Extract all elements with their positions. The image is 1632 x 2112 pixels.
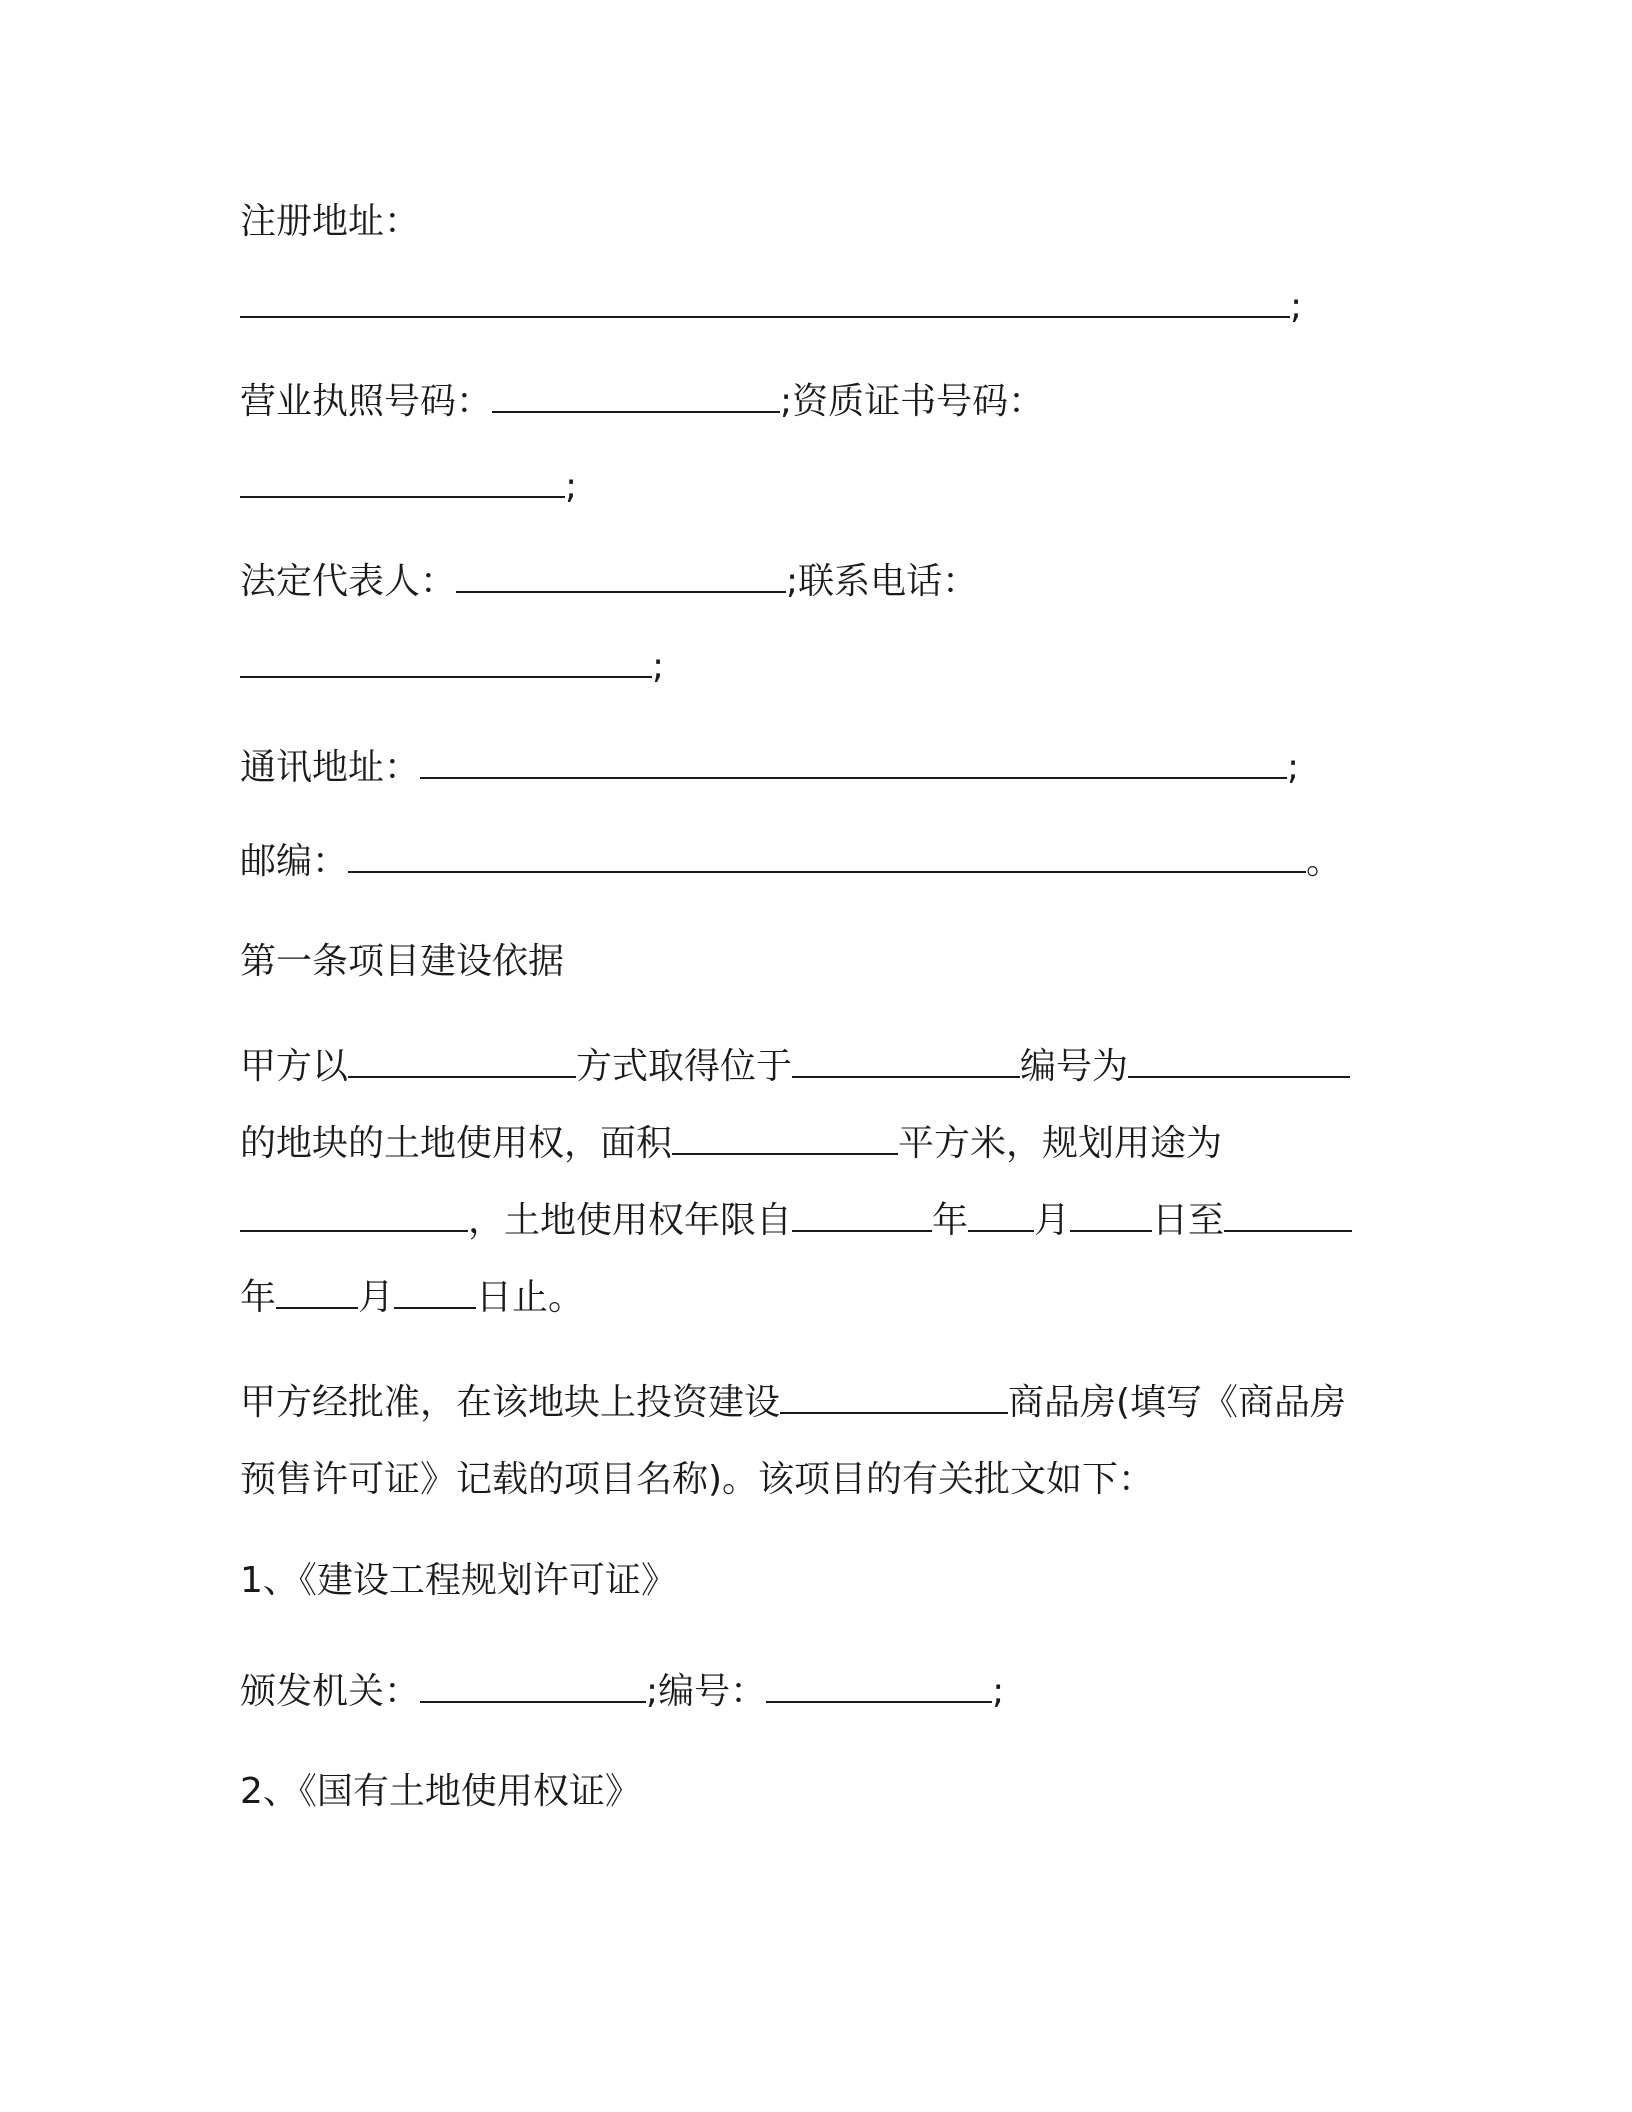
- text-segment: 甲方以: [240, 1046, 349, 1087]
- project-investment-line: [240, 1379, 1346, 1427]
- project-name-blank[interactable]: [780, 1382, 1008, 1414]
- land-use-cert-heading-line: [240, 1768, 641, 1816]
- semicolon: ;: [565, 466, 578, 507]
- text-segment: 月: [358, 1277, 395, 1318]
- mailing-address-label: 通讯地址：: [240, 747, 421, 788]
- planned-use-blank[interactable]: [240, 1200, 468, 1232]
- text-segment: 平方米，规划用途为: [898, 1123, 1223, 1164]
- land-area-blank[interactable]: [672, 1123, 898, 1155]
- start-month-blank[interactable]: [968, 1200, 1034, 1232]
- issuing-authority-blank[interactable]: [420, 1671, 646, 1703]
- registered-address-blank-line: [240, 283, 1302, 331]
- issuing-authority-label: 颁发机关：: [240, 1671, 421, 1712]
- phone-blank[interactable]: [240, 646, 652, 678]
- text-segment: 日至: [1152, 1200, 1225, 1241]
- qualification-cert-label: ;资质证书号码：: [780, 381, 1045, 422]
- acquisition-method-blank[interactable]: [348, 1046, 576, 1078]
- land-term-end-line: [240, 1274, 584, 1322]
- project-approvals-line: [240, 1456, 1154, 1504]
- text-segment: 甲方经批准，在该地块上投资建设: [240, 1382, 781, 1423]
- phone-blank-line: [240, 643, 664, 691]
- text-segment: 日止。: [476, 1277, 585, 1318]
- text-segment: 年: [240, 1277, 277, 1318]
- text-segment: 月: [1034, 1200, 1071, 1241]
- qualification-cert-blank-line: [240, 463, 577, 511]
- text-segment: 商品房(填写《商品房: [1008, 1382, 1347, 1423]
- land-term-line: [240, 1197, 1352, 1245]
- end-month-blank[interactable]: [276, 1277, 358, 1309]
- article-one-heading: 第一条项目建设依据: [240, 941, 565, 982]
- text-segment: 方式取得位于: [576, 1046, 793, 1087]
- mailing-address-blank[interactable]: [420, 747, 1287, 779]
- legal-rep-label: 法定代表人：: [240, 561, 457, 602]
- start-day-blank[interactable]: [1070, 1200, 1152, 1232]
- planning-permit-heading-line: [240, 1557, 677, 1605]
- registered-address-label: 注册地址：: [240, 201, 421, 242]
- text-segment: 预售许可证》记载的项目名称)。该项目的有关批文如下：: [240, 1459, 1155, 1500]
- registered-address-blank[interactable]: [240, 286, 1290, 318]
- end-year-blank[interactable]: [1224, 1200, 1352, 1232]
- license-number-line: [240, 378, 1044, 426]
- permit-number-label: ;编号：: [646, 1671, 767, 1712]
- semicolon: ;: [1290, 286, 1303, 327]
- postcode-blank[interactable]: [348, 841, 1306, 873]
- legal-rep-blank[interactable]: [456, 561, 786, 593]
- land-location-blank[interactable]: [792, 1046, 1020, 1078]
- semicolon: ;: [652, 646, 665, 687]
- period: 。: [1306, 841, 1343, 882]
- registered-address-label-line: [240, 198, 420, 246]
- land-use-cert-heading: 2、《国有土地使用权证》: [240, 1771, 641, 1812]
- text-segment: 编号为: [1020, 1046, 1129, 1087]
- phone-label: ;联系电话：: [786, 561, 979, 602]
- business-license-blank[interactable]: [492, 381, 780, 413]
- land-number-blank[interactable]: [1128, 1046, 1350, 1078]
- planning-permit-heading: 1、《建设工程规划许可证》: [240, 1560, 677, 1601]
- qualification-cert-blank[interactable]: [240, 466, 565, 498]
- text-segment: ，土地使用权年限自: [468, 1200, 793, 1241]
- land-acquisition-line: [240, 1043, 1350, 1091]
- article-one-heading-line: [240, 938, 564, 986]
- issuing-authority-line: [240, 1668, 1004, 1716]
- land-area-line: [240, 1120, 1222, 1168]
- business-license-label: 营业执照号码：: [240, 381, 493, 422]
- mailing-address-line: [240, 744, 1299, 792]
- legal-rep-line: [240, 558, 978, 606]
- end-day-blank[interactable]: [394, 1277, 476, 1309]
- start-year-blank[interactable]: [792, 1200, 932, 1232]
- semicolon: ;: [992, 1671, 1005, 1712]
- postcode-label: 邮编：: [240, 841, 349, 882]
- text-segment: 的地块的土地使用权，面积: [240, 1123, 673, 1164]
- postcode-line: [240, 838, 1342, 886]
- text-segment: 年: [932, 1200, 969, 1241]
- permit-number-blank[interactable]: [766, 1671, 992, 1703]
- semicolon: ;: [1287, 747, 1300, 788]
